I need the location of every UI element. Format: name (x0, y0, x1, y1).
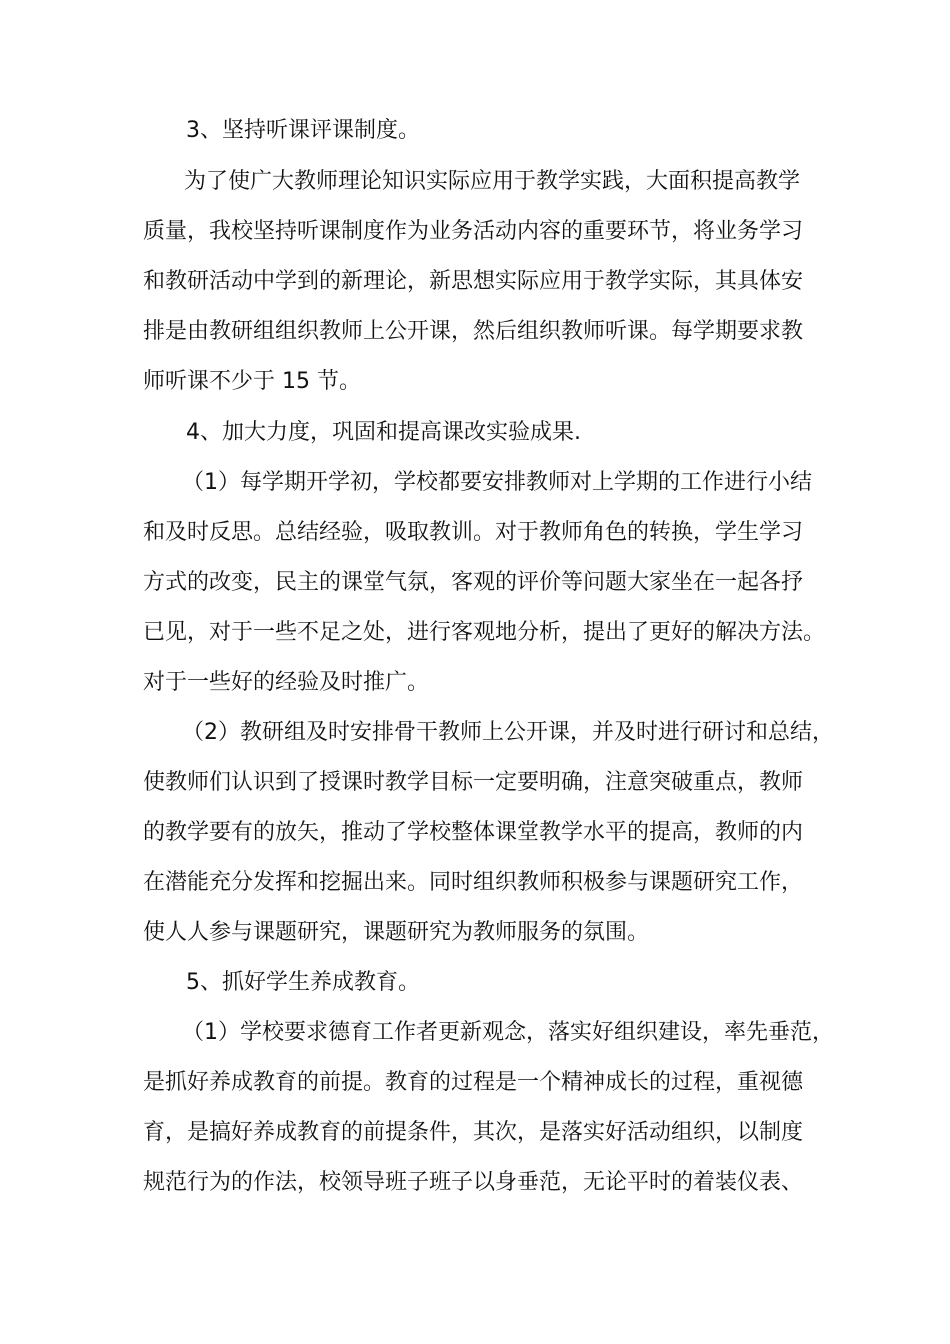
paragraph-line: 已见，对于一些不足之处，进行客观地分析，提出了更好的解决方法。 (143, 620, 826, 645)
paragraph-line: 师听课不少于 15 节。 (143, 369, 361, 394)
paragraph-line: 和及时反思。总结经验，吸取教训。对于教师角色的转换，学生学习 (143, 520, 804, 545)
paragraph-line: 方式的改变，民主的课堂气氛，客观的评价等问题大家坐在一起各抒 (143, 570, 804, 595)
paragraph-line: 在潜能充分发挥和挖掘出来。同时组织教师积极参与课题研究工作， (143, 870, 804, 895)
paragraph-line: 育，是搞好养成教育的前提条件，其次，是落实好活动组织，以制度 (143, 1120, 804, 1145)
paragraph-line: 为了使广大教师理论知识实际应用于教学实践，大面积提高教学 (184, 169, 801, 194)
heading-4: 4、加大力度，巩固和提高课改实验成果. (186, 420, 581, 445)
paragraph-line: 排是由教研组组织教师上公开课，然后组织教师听课。每学期要求教 (143, 319, 804, 344)
paragraph-line: （1）学校要求德育工作者更新观念，落实好组织建设，率先垂范， (182, 1020, 834, 1045)
paragraph-line: 对于一些好的经验及时推广。 (143, 670, 430, 695)
paragraph-line: 和教研活动中学到的新理论，新思想实际应用于教学实际，其具体安 (143, 269, 804, 294)
paragraph-line: 使人人参与课题研究，课题研究为教师服务的氛围。 (143, 920, 650, 945)
heading-5: 5、抓好学生养成教育。 (186, 970, 420, 995)
heading-3: 3、坚持听课评课制度。 (186, 118, 420, 143)
paragraph-line: 规范行为的作法，校领导班子班子以身垂范，无论平时的着装仪表、 (143, 1170, 804, 1195)
paragraph-line: 的教学要有的放矢，推动了学校整体课堂教学水平的提高，教师的内 (143, 820, 804, 845)
paragraph-line: 是抓好养成教育的前提。教育的过程是一个精神成长的过程，重视德 (143, 1070, 804, 1095)
paragraph-line: （1）每学期开学初，学校都要安排教师对上学期的工作进行小结 (182, 470, 812, 495)
paragraph-line: （2）教研组及时安排骨干教师上公开课，并及时进行研讨和总结， (182, 720, 834, 745)
paragraph-line: 使教师们认识到了授课时教学目标一定要明确，注意突破重点，教师 (143, 770, 804, 795)
paragraph-line: 质量，我校坚持听课制度作为业务活动内容的重要环节，将业务学习 (143, 219, 804, 244)
